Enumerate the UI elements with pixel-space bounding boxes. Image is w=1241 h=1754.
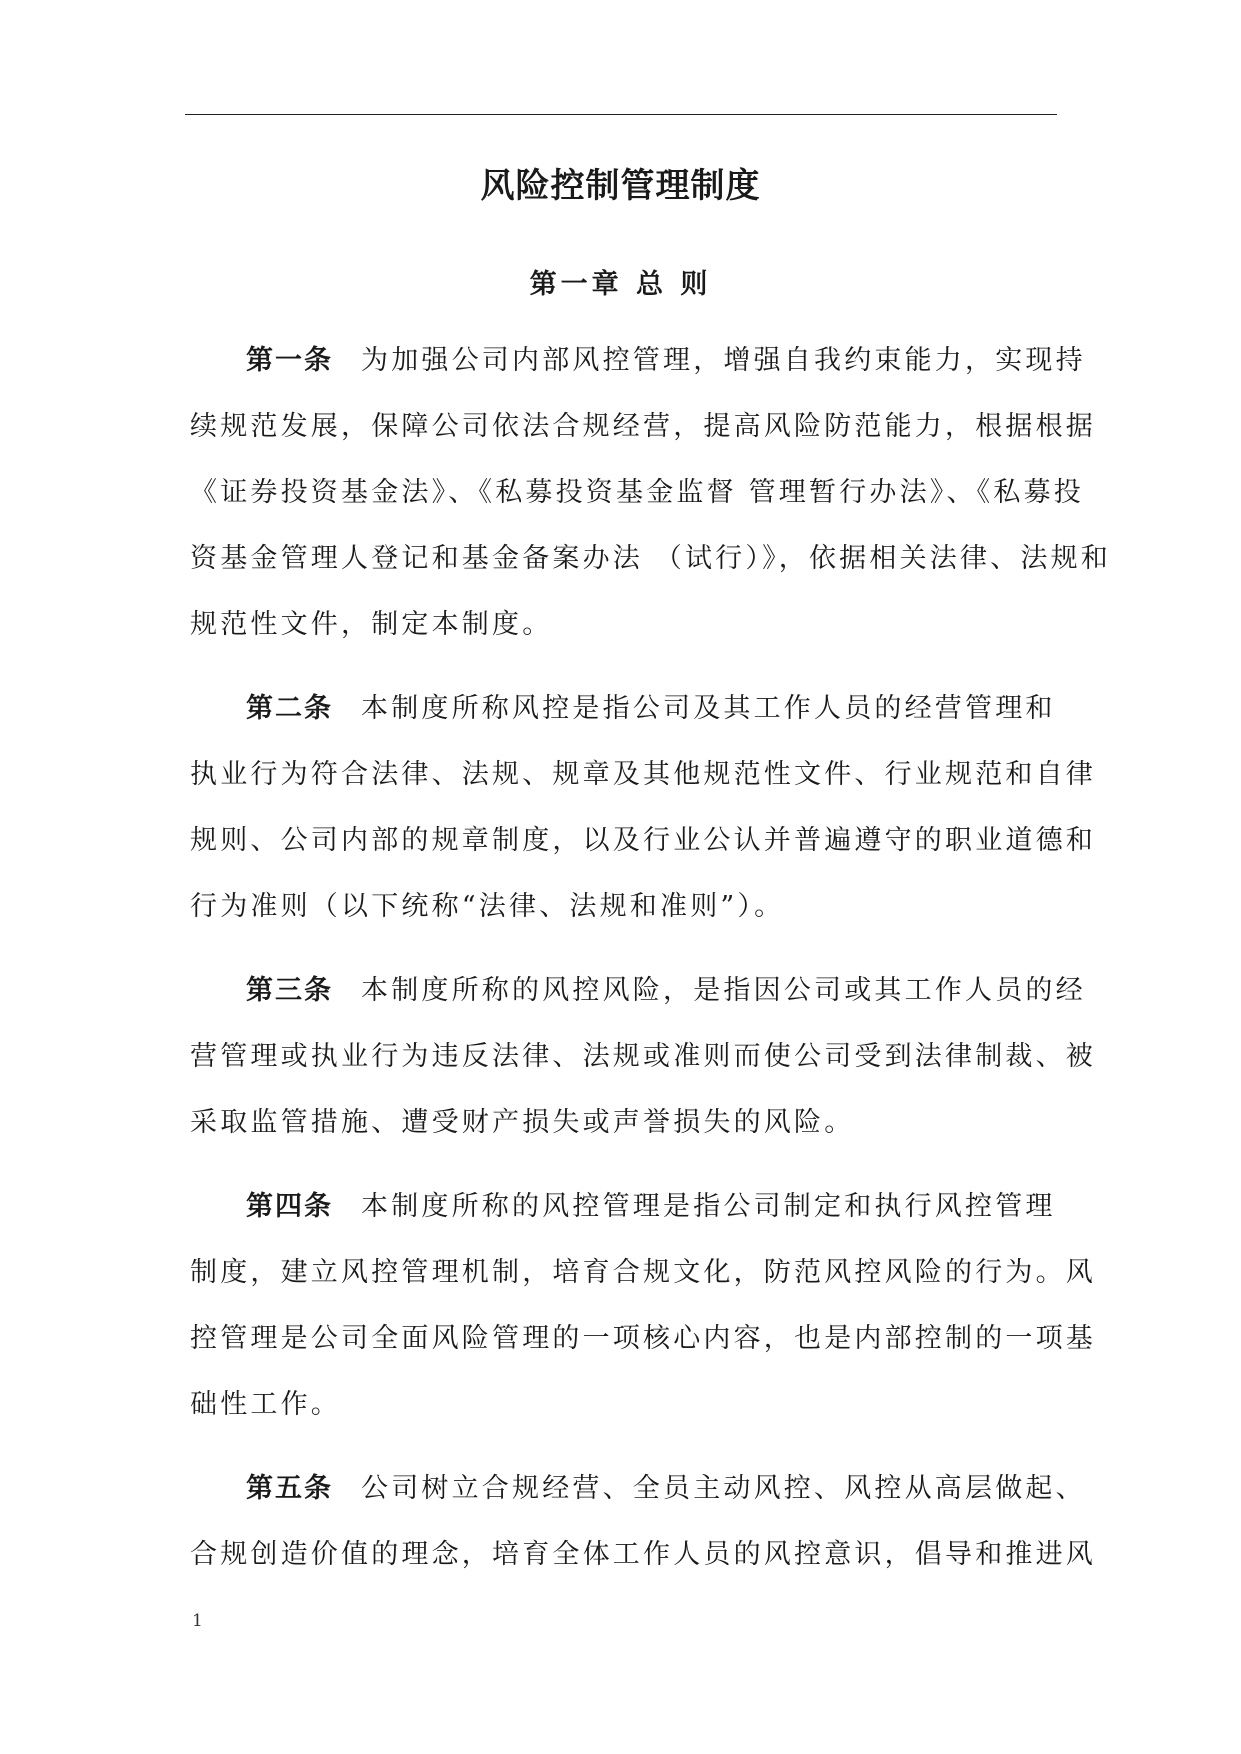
chapter-title: 第一章 总 则 bbox=[529, 269, 712, 300]
page-number: 1 bbox=[192, 1611, 203, 1631]
article-2-line-2: 执业行为符合法律、法规、规章及其他规范性文件、行业规范和自律 bbox=[190, 759, 1096, 790]
header-rule bbox=[185, 114, 1057, 115]
article-4-line-3: 控管理是公司全面风险管理的一项核心内容，也是内部控制的一项基 bbox=[190, 1323, 1096, 1354]
article-5-label: 第五条 bbox=[246, 1473, 333, 1504]
article-3-line-2: 营管理或执业行为违反法律、法规或准则而使公司受到法律制裁、被 bbox=[190, 1041, 1096, 1072]
article-1-label: 第一条 bbox=[246, 345, 333, 376]
article-4-line-1 bbox=[246, 1190, 1116, 1224]
article-1-line-5: 规范性文件，制定本制度。 bbox=[190, 609, 553, 640]
article-2-line-4: 行为准则（以下统称“法律、法规和准则”）。 bbox=[190, 891, 785, 922]
article-2-text: 本制度所称风控是指公司及其工作人员的经营管理和 bbox=[361, 693, 1056, 724]
article-3-line-3: 采取监管措施、遭受财产损失或声誉损失的风险。 bbox=[190, 1107, 855, 1138]
article-1-line-1 bbox=[246, 344, 1116, 378]
article-3-label: 第三条 bbox=[246, 975, 333, 1006]
article-3-line-1 bbox=[246, 974, 1116, 1008]
article-2-line-3: 规则、公司内部的规章制度，以及行业公认并普遍遵守的职业道德和 bbox=[190, 825, 1096, 856]
article-2-line-1 bbox=[246, 692, 1116, 726]
article-4-text: 本制度所称的风控管理是指公司制定和执行风控管理 bbox=[361, 1191, 1056, 1222]
article-4-line-4: 础性工作。 bbox=[190, 1389, 341, 1420]
article-3-text: 本制度所称的风控风险，是指因公司或其工作人员的经 bbox=[361, 975, 1086, 1006]
article-1-line-4: 资基金管理人登记和基金备案办法 （试行）》，依据相关法律、法规和 bbox=[190, 543, 1111, 574]
article-1-line-2: 续规范发展，保障公司依法合规经营，提高风险防范能力，根据根据 bbox=[190, 411, 1096, 442]
article-5-line-1 bbox=[246, 1472, 1116, 1506]
article-1-text: 为加强公司内部风控管理，增强自我约束能力，实现持 bbox=[361, 345, 1086, 376]
article-5-line-2: 合规创造价值的理念，培育全体工作人员的风控意识，倡导和推进风 bbox=[190, 1539, 1096, 1570]
article-1-line-3: 《证券投资基金法》、《私募投资基金监督 管理暂行办法》、《私募投 bbox=[190, 477, 1084, 508]
document-title: 风险控制管理制度 bbox=[480, 166, 761, 206]
article-4-line-2: 制度，建立风控管理机制，培育合规文化，防范风控风险的行为。风 bbox=[190, 1257, 1096, 1288]
article-4-label: 第四条 bbox=[246, 1191, 333, 1222]
article-2-label: 第二条 bbox=[246, 693, 333, 724]
article-5-text: 公司树立合规经营、全员主动风控、风控从高层做起、 bbox=[361, 1473, 1086, 1504]
